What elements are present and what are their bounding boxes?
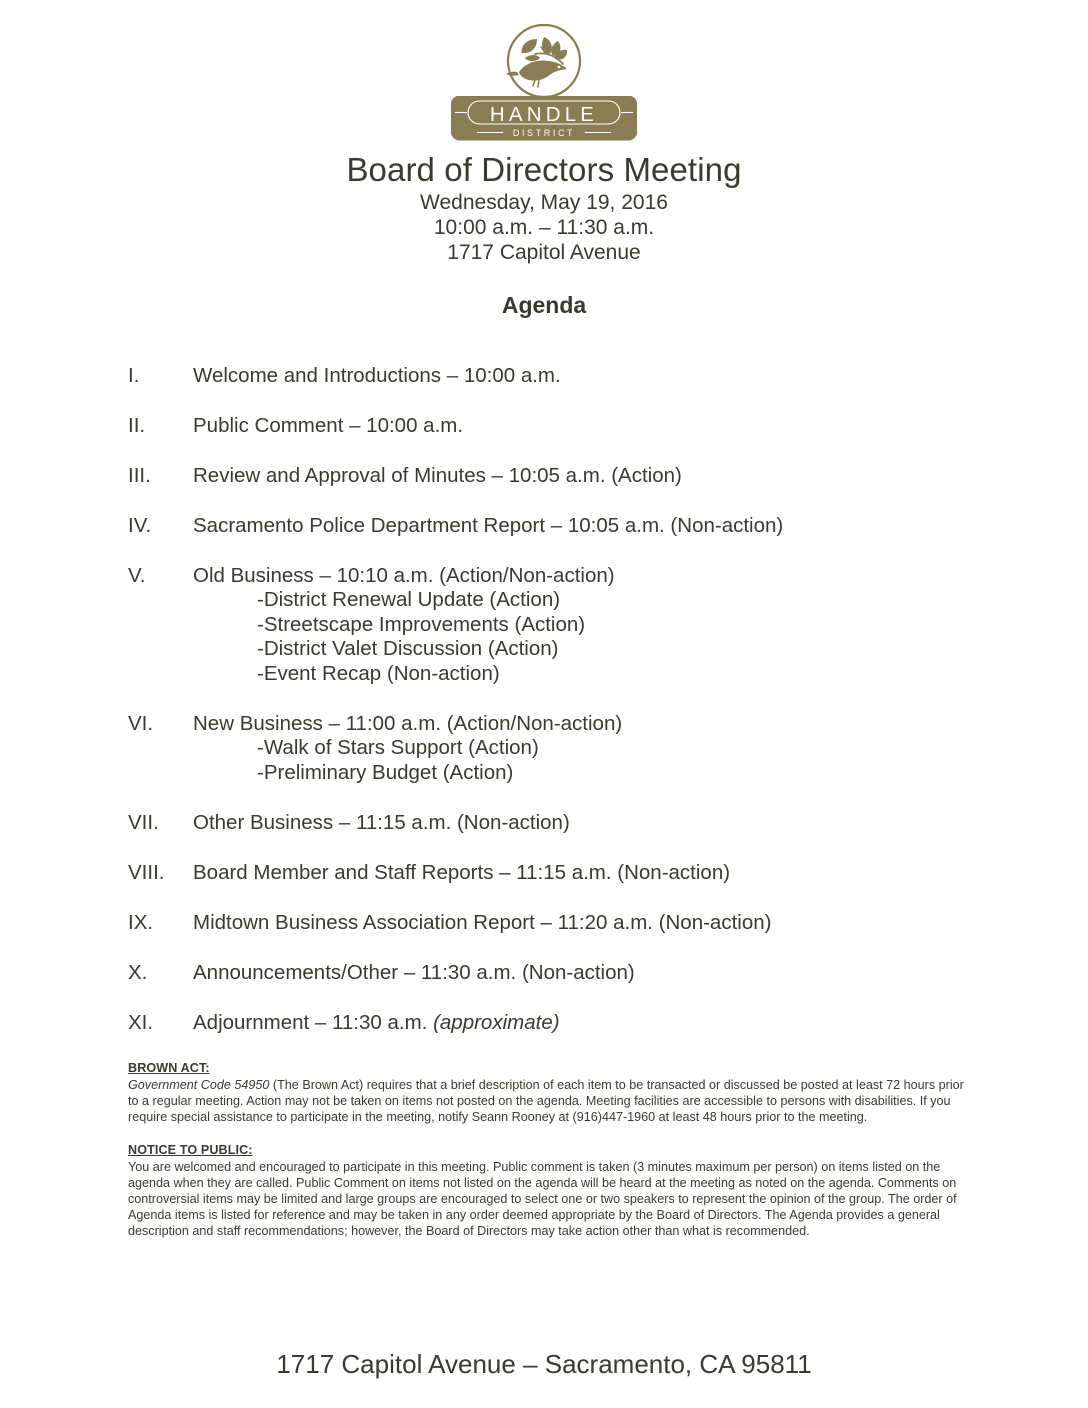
agenda-item: [128, 910, 1028, 935]
agenda-item: [128, 860, 1028, 885]
page-title: Board of Directors Meeting: [346, 151, 742, 188]
agenda-item-numeral: VII.: [128, 811, 159, 834]
brown-act-heading: BROWN ACT:: [128, 1061, 210, 1075]
agenda-subitem: -Walk of Stars Support (Action): [257, 736, 539, 759]
agenda-subitem: -District Renewal Update (Action): [257, 588, 561, 611]
agenda-item: [128, 810, 1028, 835]
handle-district-wordmark: [451, 96, 637, 144]
agenda-item-text: Board Member and Staff Reports – 11:15 a.m. (Non-action): [193, 861, 731, 884]
agenda-item-text: Welcome and Introductions – 10:00 a.m.: [193, 364, 561, 387]
agenda-item-numeral: X.: [128, 961, 148, 984]
agenda-list: [0, 363, 1088, 1035]
brown-act-code-reference: Government Code 54950: [128, 1078, 270, 1092]
agenda-item-numeral: VI.: [128, 712, 154, 735]
agenda-item-text: Public Comment – 10:00 a.m.: [193, 414, 464, 437]
agenda-item: [128, 513, 1028, 538]
agenda-item-numeral: VIII.: [128, 861, 165, 884]
agenda-item-numeral: III.: [128, 464, 151, 487]
agenda-subitem-list: [257, 736, 1028, 785]
meeting-time: 10:00 a.m. – 11:30 a.m.: [433, 216, 655, 239]
agenda-item-numeral: V.: [128, 564, 146, 587]
handle-district-logo: [0, 0, 1088, 144]
agenda-item: [128, 463, 1028, 488]
notice-to-public-heading: NOTICE TO PUBLIC:: [128, 1142, 253, 1157]
agenda-heading: Agenda: [501, 292, 587, 318]
meeting-location: 1717 Capitol Avenue: [447, 241, 641, 264]
agenda-item: [128, 413, 1028, 438]
agenda-item: [128, 1010, 1028, 1035]
agenda-item-text: Old Business – 10:10 a.m. (Action/Non-action): [193, 564, 615, 587]
agenda-item-numeral: XI.: [128, 1011, 154, 1034]
notice-to-public-block: [128, 1142, 970, 1240]
agenda-item-text-italic: (approximate): [433, 1011, 560, 1034]
agenda-item-text: Other Business – 11:15 a.m. (Non-action): [193, 811, 570, 834]
agenda-item-text-plain: Adjournment – 11:30 a.m.: [193, 1011, 434, 1034]
agenda-item-numeral: IX.: [128, 911, 154, 934]
svg-text:DISTRICT: DISTRICT: [512, 128, 576, 138]
agenda-item-numeral: IV.: [128, 514, 152, 537]
agenda-item-numeral: I.: [128, 364, 140, 387]
svg-text:HANDLE: HANDLE: [489, 103, 599, 126]
agenda-item-text: [193, 1010, 1028, 1035]
bird-with-leafy-branch-in-circle-icon: [497, 22, 591, 100]
agenda-subitem: -Streetscape Improvements (Action): [257, 612, 586, 636]
agenda-subitem: -Preliminary Budget (Action): [257, 760, 514, 784]
agenda-item: [128, 711, 1028, 785]
legal-notices: [128, 1060, 970, 1240]
brown-act-body-text: (The Brown Act) requires that a brief description of each item to be transacted or discussed be posted at least 72 hours prior to a regular meeting. Action may not be taken on items not posted on the agenda. Meeting facilities are accessible to persons with disabilities. If you require special assistance to participate in the meeting, notify Seann Rooney at (916)447-1960 at least 48 hours prior to the meeting.: [128, 1078, 964, 1125]
footer-address: 1717 Capitol Avenue – Sacramento, CA 95811: [276, 1349, 812, 1379]
agenda-item: [128, 960, 1028, 985]
agenda-item-text: New Business – 11:00 a.m. (Action/Non-action): [193, 712, 623, 735]
agenda-item-text: Midtown Business Association Report – 11:20 a.m. (Non-action): [193, 911, 772, 934]
agenda-item: [128, 563, 1028, 686]
agenda-subitem-list: [257, 588, 1028, 686]
agenda-item-numeral: II.: [128, 414, 146, 437]
agenda-item-text: Announcements/Other – 11:30 a.m. (Non-action): [193, 961, 635, 984]
notice-to-public-body: You are welcomed and encouraged to participate in this meeting. Public comment is taken (3 minutes maximum per person) on items listed on the agenda when they are called. Public Comment on items not listed on the agenda will be heard at the meeting as noted on the agenda. Comments on controversial items may be limited and large groups are encouraged to select one or two speakers to represent the opinion of the group. The order of Agenda items is listed for reference and may be taken in any order deemed appropriate by the Board of Directors. The Agenda provides a general description and staff recommendations; however, the Board of Directors may take action other than what is recommended.: [128, 1159, 957, 1239]
agenda-subitem: -District Valet Discussion (Action): [257, 637, 559, 660]
agenda-item-text: Sacramento Police Department Report – 10:05 a.m. (Non-action): [193, 514, 784, 537]
brown-act-body: [128, 1077, 970, 1126]
meeting-date: Wednesday, May 19, 2016: [420, 191, 668, 214]
agenda-item-text: Review and Approval of Minutes – 10:05 a.m. (Action): [193, 464, 682, 487]
agenda-item: [128, 363, 1028, 388]
agenda-subitem: -Event Recap (Non-action): [257, 661, 500, 685]
